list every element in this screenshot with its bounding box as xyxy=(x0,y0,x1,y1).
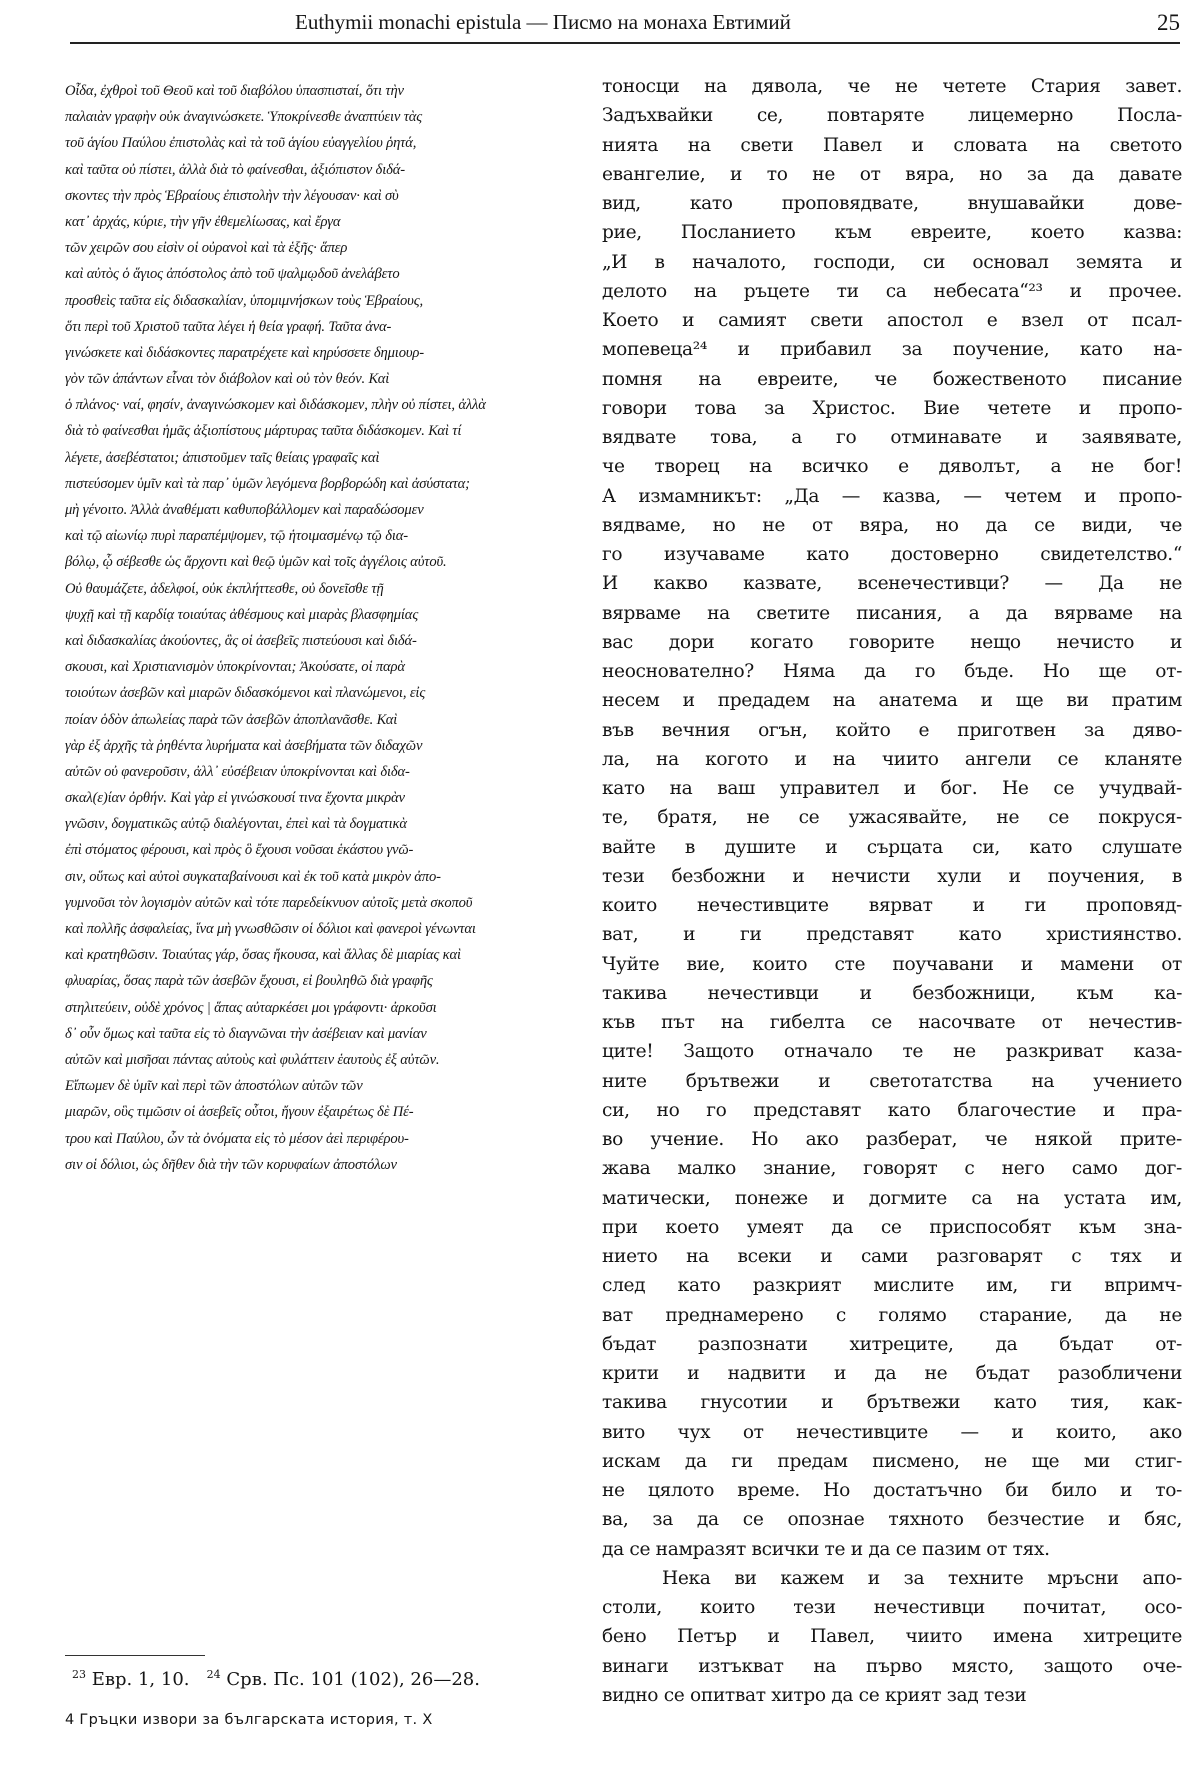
translation-line: бъдат разпознати хитреците, да бъдат от- xyxy=(602,1333,1182,1355)
running-header xyxy=(70,8,1180,38)
greek-line: ὁ πλάνος· ναί, φησίν, ἀναγινώσκομεν καὶ διδάσκομεν, πλὴν οὐ πίστει, ἀλλὰ xyxy=(65,397,486,414)
signature-line: 4 Гръцки извори за българската история, т. X xyxy=(65,1712,433,1728)
translation-line: вярваме на светите писания, а да вярваме на xyxy=(602,602,1182,624)
greek-line: τοιούτων ἀσεβῶν καὶ μιαρῶν διδασκόμενοι καὶ πλανώμενοι, εἰς xyxy=(65,685,426,702)
translation-line: матически, понеже и догмите са на устата им, xyxy=(602,1187,1182,1209)
translation-line: те, братя, не се ужасявайте, не се покруся- xyxy=(602,807,1182,829)
greek-line: γὸν τῶν ἁπάντων εἶναι τὸν διάβολον καὶ οὐ τὸν θεόν. Καὶ xyxy=(65,371,390,388)
translation-line: като на ваш управител и бог. Не се учудвай- xyxy=(602,778,1182,799)
greek-line: διὰ τὸ φαίνεσθαι ἡμᾶς ἀξιοπίστους μάρτυρας ταῦτα διδάσκομεν. Καὶ τί xyxy=(65,423,462,440)
translation-line: рие, Посланието към евреите, което казва: xyxy=(602,222,1182,244)
translation-line: при което умеят да се приспособят към зна- xyxy=(602,1216,1182,1238)
page-number: 25 xyxy=(1157,10,1180,35)
greek-line: τοῦ ἁγίου Παύλου ἐπιστολὰς καὶ τὰ τοῦ ἁγίου εὐαγγελίου ῥητά, xyxy=(65,135,417,152)
footnotes xyxy=(72,1668,480,1690)
translation-line: помня на евреите, че божественото писание xyxy=(602,368,1182,390)
translation-line: Което и самият свети апостол е взел от псал- xyxy=(602,310,1182,331)
greek-line: ὅτι περὶ τοῦ Χριστοῦ ταῦτα λέγει ἡ θεία γραφή. Ταῦτα ἀνα- xyxy=(65,318,392,335)
greek-line: σκουσι, καὶ Χριστιανισμὸν ὑποκρίνονται; Ἀκούσατε, οἱ παρὰ xyxy=(65,659,405,676)
translation-line: вайте в душите и сърцата си, като слушате xyxy=(602,836,1182,858)
running-title: Euthymii monachi epistula — Писмо на монаха Евтимий xyxy=(295,10,791,34)
greek-line: τῶν χειρῶν σου εἰσὶν οἱ οὐρανοὶ καὶ τὰ ἑξῆς· ἅπερ xyxy=(65,240,348,257)
translation-line: несем и предадем на анатема и ще ви пратим xyxy=(602,690,1182,712)
translation-line: делото на ръцете ти са небесата“²³ и прочее. xyxy=(602,280,1182,302)
greek-line: σιν οἱ δόλιοι, ὡς δῆθεν διὰ τὴν τῶν κορυφαίων ἀποστόλων xyxy=(65,1156,397,1173)
translation-line: че творец на всичко е дяволът, а не бог! xyxy=(602,456,1182,478)
translation-line: ва, за да се опознае тяхното безчестие и бяс, xyxy=(602,1509,1182,1531)
greek-line: προσθεὶς ταῦτα εἰς διδασκαλίαν, ὑπομιμνήσκων τοὺς Ἑβραίους, xyxy=(65,292,423,309)
translation-line: след като разкрият мислите им, ги впримч- xyxy=(602,1275,1182,1297)
translation-line: нията на свети Павел и словата на светото xyxy=(602,134,1182,156)
greek-line: Οὐ θαυμάζετε, ἀδελφοί, οὐκ ἐκπλήττεσθε, οὐ δονεῖσθε τῇ xyxy=(65,580,384,597)
translation-line: си, но го представят като благочестие и пра- xyxy=(602,1099,1182,1121)
translation-line: столи, които тези нечестивци почитат, осо- xyxy=(602,1597,1182,1618)
footnote-rule xyxy=(65,1655,205,1656)
header-rule xyxy=(70,42,1180,44)
translation-line: говори това за Христос. Вие четете и пропо- xyxy=(602,397,1182,419)
translation-line: тези безбожни и нечисти хули и поучения, в xyxy=(602,865,1182,887)
greek-line: Οἶδα, ἐχθροὶ τοῦ Θεοῦ καὶ τοῦ διαβόλου ὑπασπισταί, ὅτι τὴν xyxy=(65,83,404,99)
translation-line: да се намразят всички те и да се пазим от тях. xyxy=(602,1538,1050,1560)
footnote-24-mark: 24 xyxy=(206,1668,221,1681)
greek-line: ψυχῇ καὶ τῇ καρδίᾳ τοιαύτας ἀθέσμους καὶ μιαρὰς βλασφημίας xyxy=(65,606,419,623)
greek-text-column xyxy=(65,78,575,1178)
greek-line: φλυαρίας, ὅσας παρὰ τῶν ἀσεβῶν ἔχουσι, εἰ βουληθῶ διὰ γραφῆς xyxy=(65,973,433,990)
footnote-23-mark: 23 xyxy=(72,1668,86,1681)
greek-line: κατ᾽ ἀρχάς, κύριε, τὴν γῆν ἐθεμελίωσας, καὶ ἔργα xyxy=(65,213,341,230)
translation-line: ват, и ги представят като християнство. xyxy=(602,924,1182,946)
translation-line: Нека ви кажем и за техните мръсни апо- xyxy=(662,1567,1182,1589)
translation-line: вито чух от нечестивците — и които, ако xyxy=(602,1421,1182,1443)
translation-line: вид, като проповядвате, внушавайки дове- xyxy=(602,193,1182,214)
translation-line: ла, на когото и на чиито ангели се кланяте xyxy=(602,748,1182,770)
translation-line: мопевеца²⁴ и прибавил за поучение, като на- xyxy=(602,339,1182,361)
translation-line: такива гнусотии и брътвежи като тия, как- xyxy=(602,1392,1182,1414)
greek-line: βόλῳ, ᾧ σέβεσθε ὡς ἄρχοντι καὶ θεῷ ὑμῶν καὶ τοῖς ἀγγέλοις αὐτοῦ. xyxy=(65,554,447,571)
greek-line: ἐπὶ στόματος φέρουσι, καὶ πρὸς ὃ ἔχουσι νοῦσαι ἑκάστου γνῶ- xyxy=(65,842,414,859)
greek-line: στηλιτεύειν, οὐδὲ χρόνος | ἅπας αὐταρκέσει μοι γράφοντι· ἀρκοῦσι xyxy=(65,999,437,1016)
greek-line: δ᾽ οὖν ὅμως καὶ ταῦτα εἰς τὸ διαγνῶναι τὴν ἀσέβειαν καὶ μανίαν xyxy=(65,1025,427,1042)
greek-line: μιαρῶν, οὓς τιμῶσιν οἱ ἀσεβεῖς οὗτοι, ἤγουν ἐξαιρέτως δὲ Πέ- xyxy=(65,1104,414,1121)
greek-line: καὶ πολλῆς ἀσφαλείας, ἵνα μὴ γνωσθῶσιν οἱ δόλιοι καὶ φανεροὶ γένωνται xyxy=(65,921,476,937)
translation-line: видно се опитват хитро да се крият зад тези xyxy=(602,1684,1027,1706)
greek-line: σιν, οὕτως καὶ αὐτοὶ συγκαταβαίνουσι καὶ ἐκ τοῦ κατὰ μικρὸν ἀπο- xyxy=(65,868,441,885)
greek-line: μὴ γένοιτο. Ἀλλὰ ἀναθέματι καθυποβάλλομεν καὶ παραδώσομεν xyxy=(65,502,424,518)
translation-line: искам да ги предам писмено, не ще ми стиг- xyxy=(602,1450,1182,1472)
greek-line: Εἴπωμεν δὲ ὑμῖν καὶ περὶ τῶν ἀποστόλων αὐτῶν τῶν xyxy=(65,1078,363,1095)
greek-line: αὐτῶν οὐ φανεροῦσιν, ἀλλ᾽ εὐσέβειαν ὑποκρίνονται καὶ διδα- xyxy=(65,763,410,780)
greek-line: γὰρ ἐξ ἀρχῆς τὰ ῥηθέντα λυρήματα καὶ ἀσεβήματα τῶν διδαχῶν xyxy=(65,737,423,754)
translation-line: Задъхвайки се, повтаряте лицемерно Посла- xyxy=(602,105,1182,127)
greek-line: γυμνοῦσι τὸν λογισμὸν αὐτῶν καὶ τότε παρεδείκνυον αὐτοῖς μετὰ σκοποῦ xyxy=(65,894,473,911)
translation-line: които нечестивците вярват и ги проповяд- xyxy=(602,895,1182,916)
translation-line: такива нечестивци и безбожници, към ка- xyxy=(602,982,1182,1004)
greek-line: καὶ τῷ αἰωνίῳ πυρὶ παραπέμψομεν, τῷ ἡτοιμασμένῳ τῷ δια- xyxy=(65,528,408,545)
translation-line: винаги изтъкват на първо място, защото оче- xyxy=(602,1655,1182,1677)
translation-line: бено Петър и Павел, чиито имена хитреците xyxy=(602,1626,1182,1648)
translation-line: не цялото време. Но достатъчно би било и то- xyxy=(602,1480,1182,1501)
translation-line: ните брътвежи и светотатства на учението xyxy=(602,1070,1182,1092)
greek-line: τρου καὶ Παύλου, ὧν τὰ ὀνόματα εἰς τὸ μέσον ἀεὶ περιφέρου- xyxy=(65,1130,409,1147)
translation-line: вас дори когато говорите нещо нечисто и xyxy=(602,631,1182,653)
translation-line: Чуйте вие, които сте поучавани и мамени от xyxy=(602,953,1182,975)
translation-line: вядваме, но не от вяра, но да се види, че xyxy=(602,514,1182,536)
translation-line: ват преднамерено с голямо старание, да не xyxy=(602,1304,1182,1326)
translation-line: А измамникът: „Да — казва, — четем и пропо- xyxy=(602,485,1182,507)
translation-line: нието на всеки и сами разговарят с тях и xyxy=(602,1246,1182,1267)
greek-line: σκοντες τὴν πρὸς Ἑβραίους ἐπιστολὴν τὴν λέγουσαν· καὶ σὺ xyxy=(65,187,399,204)
translation-line: го изучаваме като достоверно свидетелство.“ xyxy=(602,544,1182,565)
greek-line: αὐτῶν καὶ μισῆσαι πάντας αὐτοὺς καὶ φυλάττειν ἑαυτοὺς ἐξ αὐτῶν. xyxy=(65,1051,440,1068)
greek-line: πιστεύσομεν ὑμῖν καὶ τὰ παρ᾽ ὑμῶν λεγόμενα βορβορώδη καὶ ἀσύστατα; xyxy=(65,475,470,492)
greek-line: ποίαν ὁδὸν ἀπωλείας παρὰ τῶν ἀσεβῶν ἀποπλανᾶσθε. Καὶ xyxy=(65,711,398,728)
bulgarian-translation-column xyxy=(602,72,1182,1710)
translation-line: И какво казвате, всенечестивци? — Да не xyxy=(602,573,1182,595)
translation-line: вядвате това, а го отминавате и заявявате, xyxy=(602,427,1182,448)
translation-line: къв път на гибелта се насочвате от нечестив- xyxy=(602,1012,1182,1033)
footnote-23-text: Евр. 1, 10. xyxy=(91,1669,190,1690)
footnote-24-text: Срв. Пс. 101 (102), 26—28. xyxy=(226,1669,480,1690)
greek-line: σκαλ(ε)ίαν ὀρθήν. Καὶ γὰρ εἰ γινώσκουσί τινα ἔχοντα μικρὰν xyxy=(65,790,405,807)
greek-line: γνῶσιν, δογματικῶς αὐτῷ διαλέγονται, ἐπεὶ καὶ τὰ δογματικὰ xyxy=(65,816,407,833)
translation-line: тоносци на дявола, че не четете Стария завет. xyxy=(602,76,1182,97)
greek-line: παλαιὰν γραφὴν οὐκ ἀναγινώσκετε. Ὑποκρίνεσθε ἀναπτύειν τὰς xyxy=(65,109,423,126)
translation-line: жава малко знание, говорят с него само дог- xyxy=(602,1158,1182,1180)
translation-line: във вечния огън, който е приготвен за дяво- xyxy=(602,719,1182,741)
translation-line: неоснователно? Няма да го бъде. Но ще от- xyxy=(602,661,1182,682)
translation-line: ците! Защото отначало те не разкриват каза- xyxy=(602,1041,1182,1063)
translation-line: крити и надвити и да не бъдат разобличени xyxy=(602,1363,1182,1384)
greek-line: γινώσκετε καὶ διδάσκοντες παρατρέχετε καὶ κηρύσσετε δημιουρ- xyxy=(65,344,424,361)
greek-line: καὶ διδασκαλίας ἀκούοντες, ἃς οἱ ἀσεβεῖς πιστεύουσι καὶ διδά- xyxy=(65,632,417,649)
greek-line: καὶ αὐτὸς ὁ ἅγιος ἀπόστολος ἀπὸ τοῦ ψαλμῳδοῦ ἀνελάβετο xyxy=(65,266,400,283)
greek-line: καὶ ταῦτα οὐ πίστει, ἀλλὰ διὰ τὸ φαίνεσθαι, ἀξιόπιστον διδά- xyxy=(65,161,405,178)
greek-line: λέγετε, ἀσεβέστατοι; ἀπιστοῦμεν ταῖς θείαις γραφαῖς καὶ xyxy=(65,449,380,466)
translation-line: евангелие, и то не от вяра, но за да давате xyxy=(602,163,1182,185)
greek-line: καὶ κρατηθῶσιν. Τοιαύτας γάρ, ὅσας ἤκουσα, καὶ ἄλλας δὲ μιαρίας καὶ xyxy=(65,947,461,964)
translation-line: во учение. Но ако разберат, че някой прите- xyxy=(602,1129,1182,1150)
translation-line: „И в началото, господи, си основал земята и xyxy=(602,251,1182,273)
